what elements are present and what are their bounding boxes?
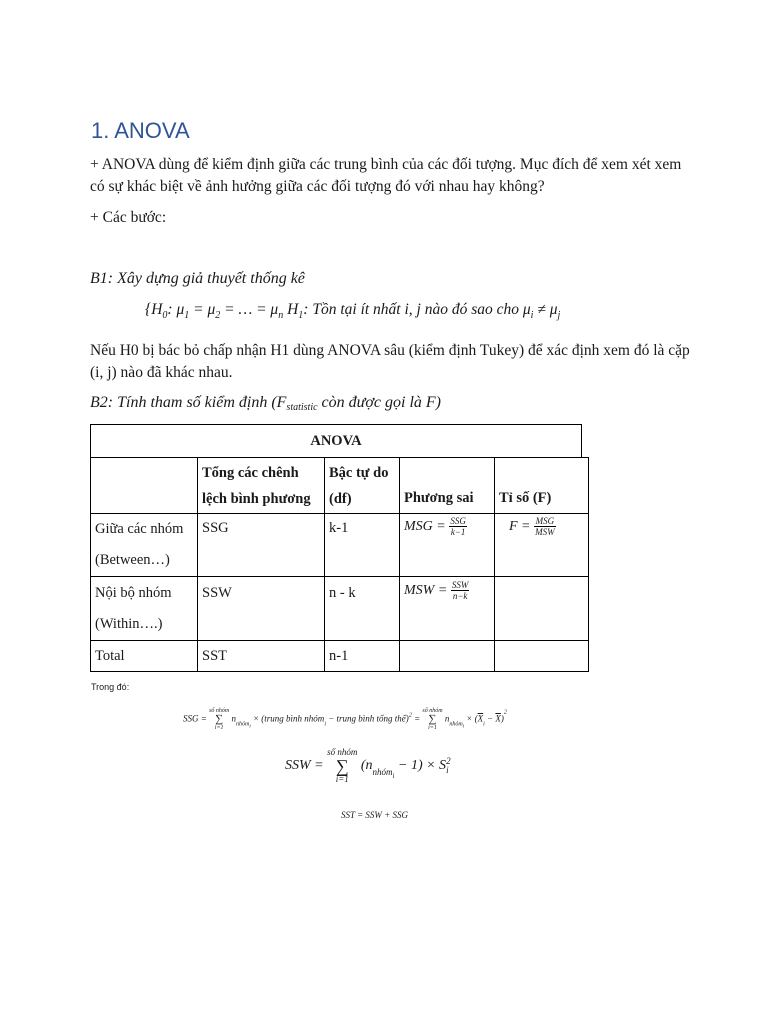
h0-part: : μ [167, 301, 185, 318]
ssg-minus: − [484, 713, 496, 724]
header-cell: Tổng các chênh lệch bình phương [198, 458, 325, 514]
sum-top: số nhóm [422, 708, 443, 714]
h0-part: 2 [215, 310, 221, 321]
ss-cell: SSW [198, 577, 325, 641]
ss-cell: SST [198, 641, 325, 672]
sum-symbol [209, 708, 229, 731]
ssw-subsub: i [392, 772, 395, 781]
anova-table-title: ANOVA [90, 424, 582, 457]
ssg-mid2: − trung bình tổng thể) [325, 713, 409, 724]
ms-cell [400, 641, 495, 672]
b2-sub: statistic [286, 402, 318, 413]
sum-bot: i=1 [335, 774, 349, 784]
table-header-row [91, 458, 589, 514]
ssg-eq: = [411, 713, 423, 724]
ssw-sub: nhóm [372, 767, 393, 778]
ssg-tail: ) [500, 713, 504, 724]
step-b1: B1: Xây dựng giả thuyết thống kê [90, 270, 305, 287]
step-b2 [90, 394, 441, 413]
ssg-tail: × ( [464, 713, 478, 724]
ssw-lhs: SSW = [285, 758, 328, 774]
ssg-sq: 2 [408, 712, 412, 719]
frac-num: MSG [535, 516, 555, 526]
ssg-lhs: SSG = [183, 713, 210, 724]
ssw-close: − 1) × S [394, 758, 447, 774]
ss-cell: SSG [198, 514, 325, 577]
mu-i-sub: i [530, 310, 534, 321]
ssg-term-sub: nhóm [236, 721, 250, 728]
h0-part: n [278, 310, 284, 321]
hypothesis-formula [145, 301, 560, 321]
sigma-glyph: ∑ [215, 713, 224, 725]
header-cell: Bậc tự do (df) [325, 458, 400, 514]
xbar: $\overline{X}$ [495, 713, 501, 724]
df-cell: n-1 [325, 641, 400, 672]
s-scripts [446, 757, 451, 775]
ssg-formula [183, 708, 507, 731]
ssw-open: (n [360, 758, 373, 774]
ssg-mid-sub: i [324, 721, 326, 728]
h0-part: 1 [184, 310, 190, 321]
frac-num: SSG [450, 516, 466, 526]
steps-label: + Các bước: [90, 209, 167, 226]
ms-fraction [451, 580, 470, 601]
intro-paragraph: + ANOVA dùng để kiểm định giữa các trung bình của các đối tượng. Mục đích để xem xét xem có sự khác biệt về ảnh hưởng giữa các đối tượng đó với nhau hay không? [90, 156, 682, 195]
h0-part: = … = μ [220, 301, 279, 318]
sigma-glyph: ∑ [428, 713, 437, 725]
frac-num: SSW [451, 580, 469, 590]
header-cell [91, 458, 198, 514]
xbar-i: $\overline{X}$ [477, 713, 484, 724]
f-cell [495, 514, 589, 577]
header-cell: Tỉ số (F) [495, 458, 589, 514]
sum-top: số nhóm [209, 708, 230, 714]
s-sub: i [446, 765, 449, 775]
anova-table [90, 457, 589, 672]
frac-den: n−k [452, 591, 468, 601]
ssg-term-sub: nhóm [449, 721, 463, 728]
df-cell: n - k [325, 577, 400, 641]
section-heading: 1. ANOVA [91, 118, 190, 143]
h1-body: : Tồn tại ít nhất i, j nào đó sao cho μ [303, 301, 531, 318]
ms-cell [400, 577, 495, 641]
ms-lhs: MSG = [404, 518, 446, 534]
source-cell: Giữa các nhóm (Between…) [91, 514, 198, 577]
frac-den: MSW [535, 527, 555, 537]
sst-formula: SST = SSW + SSG [341, 810, 408, 820]
mu-j-sub: j [557, 310, 561, 321]
trong-do-label: Trong đó: [91, 682, 130, 692]
ms-cell [400, 514, 495, 577]
source-cell: Nội bộ nhóm (Within….) [91, 577, 198, 641]
ssw-formula [285, 748, 451, 784]
sum-symbol [422, 708, 442, 731]
ssg-term: n [231, 713, 236, 724]
f-cell [495, 577, 589, 641]
h0-symbol: H [151, 301, 163, 318]
table-row [91, 514, 589, 577]
df-cell: k-1 [325, 514, 400, 577]
b2-suffix: còn được gọi là F) [317, 394, 442, 411]
ssg-mid: × (trung bình nhóm [250, 713, 325, 724]
xbar-i-sub: i [483, 721, 485, 728]
brace: { [145, 301, 152, 318]
h0-sub: 0 [162, 310, 168, 321]
ssg-term: n [444, 713, 450, 724]
sum-top: số nhóm [327, 747, 358, 757]
b2-prefix: B2: Tính tham số kiểm định (F [90, 394, 287, 411]
table-row [91, 577, 589, 641]
s-sup: 2 [446, 756, 451, 766]
f-cell [495, 641, 589, 672]
h1-sub: 1 [298, 310, 304, 321]
f-lhs: F = [509, 518, 531, 534]
f-fraction [534, 516, 556, 537]
table-row [91, 641, 589, 672]
source-cell: Total [91, 641, 198, 672]
header-cell: Phương sai [400, 458, 495, 514]
ssg-sq: 2 [503, 709, 507, 716]
frac-den: k−1 [450, 527, 466, 537]
ssg-term-subsub: i [249, 724, 251, 730]
neq: ≠ μ [533, 301, 558, 318]
sum-bot: i=1 [214, 725, 224, 731]
sum-symbol [327, 748, 357, 784]
h0-part: = μ [189, 301, 216, 318]
ms-lhs: MSW = [404, 582, 448, 598]
h1-symbol: H [283, 301, 299, 318]
ms-fraction [449, 516, 467, 537]
ssg-term-subsub: i [462, 724, 465, 730]
sigma-glyph: ∑ [335, 756, 349, 776]
reject-note: Nếu H0 bị bác bỏ chấp nhận H1 dùng ANOVA sâu (kiểm định Tukey) để xác định xem đó là cặp (i, j) nào đã khác nhau. [90, 342, 690, 381]
sum-bot: i=1 [428, 725, 437, 731]
